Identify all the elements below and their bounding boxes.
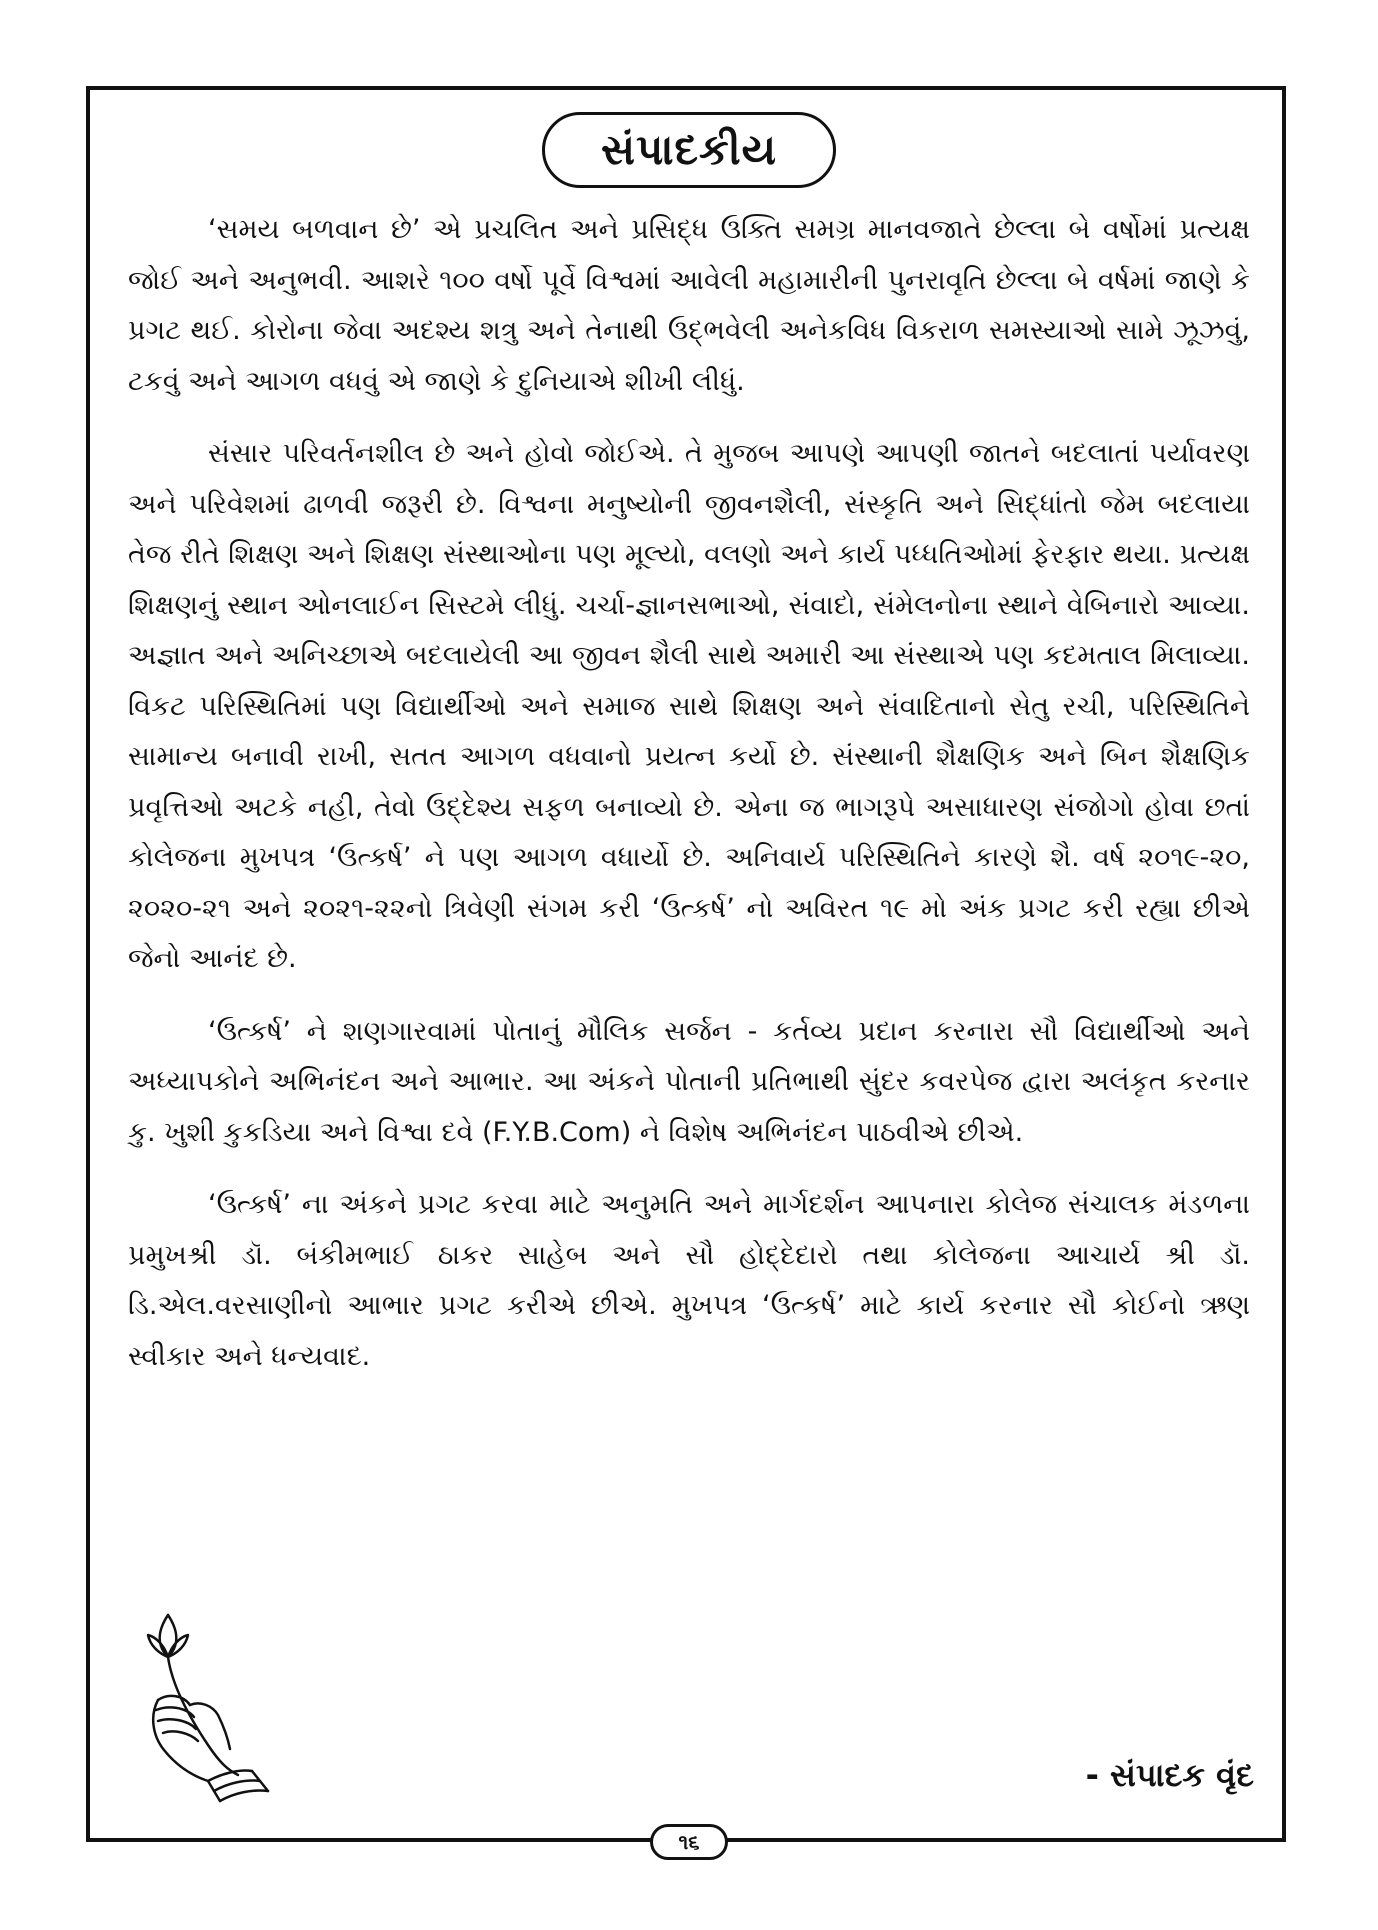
editorial-body — [128, 205, 1250, 1404]
paragraph-4: ‘ઉત્કર્ષ’ ના અંકને પ્રગટ કરવા માટે અનુમતિ અને માર્ગદર્શન આપનારા કોલેજ સંચાલક મંડળના પ્રમુખશ્રી ડૉ. બંકીમભાઈ ઠાકર સાહેબ અને સૌ હોદ્દેદારો તથા કોલેજના આચાર્ય શ્રી ડૉ. ડિ.એલ.વરસાણીનો આભાર પ્રગટ કરીએ છીએ. મુખપત્ર ‘ઉત્કર્ષ’ માટે કાર્ય કરનાર સૌ કોઈનો ઋણ સ્વીકાર અને ધન્યવાદ. — [128, 1189, 1250, 1372]
paragraph-3: ‘ઉત્કર્ષ’ ને શણગારવામાં પોતાનું મૌલિક સર્જન - કર્તવ્ય પ્રદાન કરનારા સૌ વિદ્યાર્થીઓ અને અધ્યાપકોને અભિનંદન અને આભાર. આ અંકને પોતાની પ્રતિભાથી સુંદર કવરપેજ દ્વારા અલંકૃત કરનાર કુ. ખુશી કુકડિયા અને વિશ્વા દવે (F.Y.B.Com) ને વિશેષ અભિનંદન પાઠવીએ છીએ. — [128, 1015, 1250, 1148]
hand-holding-lotus-icon — [128, 1605, 288, 1805]
page-number: ૧૬ — [650, 1824, 728, 1860]
page-title: સંપાદકીય — [600, 125, 778, 174]
signature: - સંપાદક વૃંદ — [1085, 1756, 1254, 1794]
paragraph-2: સંસાર પરિવર્તનશીલ છે અને હોવો જોઈએ. તે મુજબ આપણે આપણી જાતને બદલાતાં પર્યાવરણ અને પરિવેશમાં ઢાળવી જરૂરી છે. વિશ્વના મનુષ્યોની જીવનશૈલી, સંસ્કૃતિ અને સિદ્ધાંતો જેમ બદલાયા તેજ રીતે શિક્ષણ અને શિક્ષણ સંસ્થાઓના પણ મૂલ્યો, વલણો અને કાર્ય પધ્ધતિઓમાં ફેરફાર થયા. પ્રત્યક્ષ શિક્ષણનું સ્થાન ઓનલાઈન સિસ્ટમે લીધું. ચર્ચા-જ્ઞાનસભાઓ, સંવાદો, સંમેલનોના સ્થાને વેબિનારો આવ્યા. અજ્ઞાત અને અનિચ્છાએ બદલાયેલી આ જીવન શૈલી સાથે અમારી આ સંસ્થાએ પણ કદમતાલ મિલાવ્યા. વિકટ પરિસ્થિતિમાં પણ વિદ્યાર્થીઓ અને સમાજ સાથે શિક્ષણ અને સંવાદિતાનો સેતુ રચી, પરિસ્થિતિને સામાન્ય બનાવી રાખી, સતત આગળ વધવાનો પ્રયત્ન કર્યો છે. સંસ્થાની શૈક્ષણિક અને બિન શૈક્ષણિક પ્રવૃત્તિઓ અટકે નહી, તેવો ઉદ્દેશ્ય સફળ બનાવ્યો છે. એના જ ભાગરૂપે અસાધારણ સંજોગો હોવા છતાં કોલેજના મુખપત્ર ‘ઉત્કર્ષ’ ને પણ આગળ વધાર્યો છે. અનિવાર્ય પરિસ્થિતિને કારણે શૈ. વર્ષ ૨૦૧૯-૨૦, ૨૦૨૦-૨૧ અને ૨૦૨૧-૨૨નો ત્રિવેણી સંગમ કરી ‘ઉત્કર્ષ’ નો અવિરત ૧૯ મો અંક પ્રગટ કરી રહ્યા છીએ જેનો આનંદ છે. — [128, 438, 1250, 974]
paragraph-1: ‘સમય બળવાન છે’ એ પ્રચલિત અને પ્રસિદ્ધ ઉક્તિ સમગ્ર માનવજાતે છેલ્લા બે વર્ષોમાં પ્રત્યક્ષ જોઈ અને અનુભવી. આશરે ૧૦૦ વર્ષો પૂર્વે વિશ્વમાં આવેલી મહામારીની પુનરાવૃતિ છેલ્લા બે વર્ષમાં જાણે કે પ્રગટ થઈ. કોરોના જેવા અદશ્ય શત્રુ અને તેનાથી ઉદ્ભવેલી અનેકવિધ વિકરાળ સમસ્યાઓ સામે ઝૂઝવું, ટકવું અને આગળ વધવું એ જાણે કે દુનિયાએ શીખી લીધું. — [128, 214, 1250, 397]
title-badge — [542, 112, 836, 188]
